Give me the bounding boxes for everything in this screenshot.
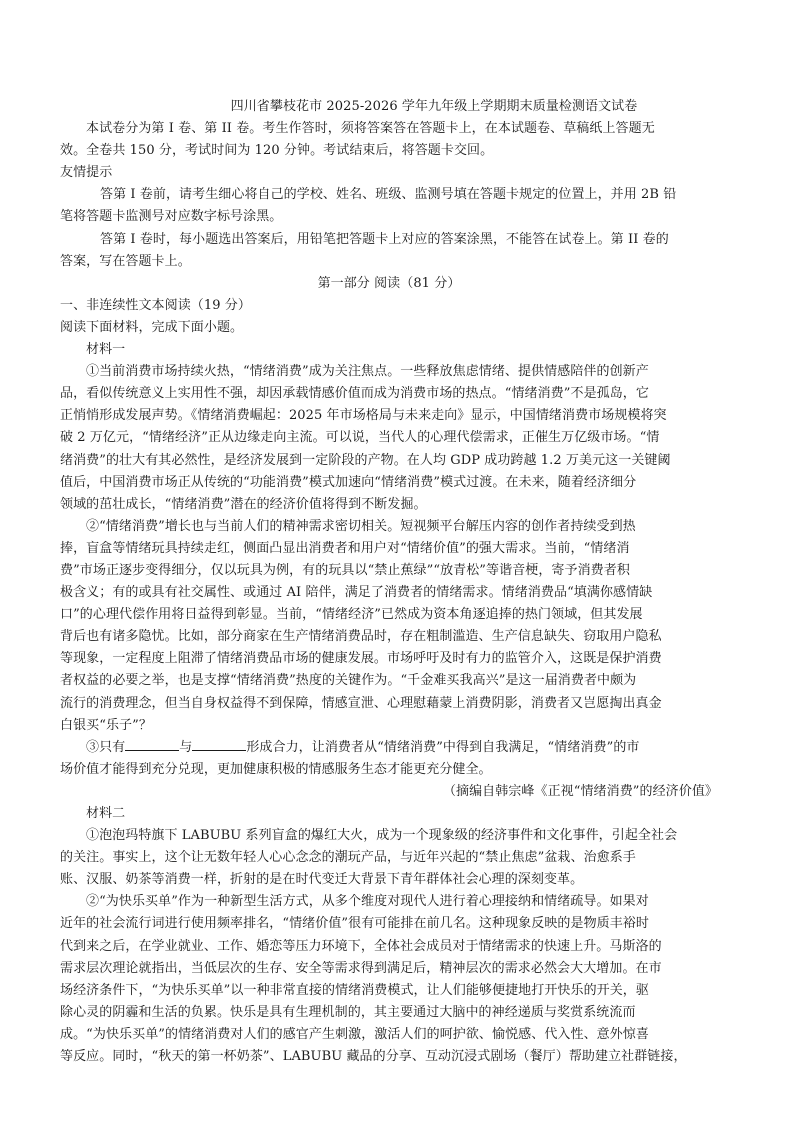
material1-line: 场价值才能得到充分兑现，更加健康积极的情感服务生态才能更充分健全。 xyxy=(60,761,492,777)
tips-line: 答第 I 卷时，每小题选出答案后，用铅笔把答题卡上对应的答案涂黑，不能答在试卷上。第 II 卷的 xyxy=(100,231,669,247)
material2-line: 近年的社会流行词进行使用频率排名，“情绪价值”很有可能排在前几名。这种现象反映的是物质丰裕时 xyxy=(60,916,649,932)
instruction: 阅读下面材料，完成下面小题。 xyxy=(60,319,244,335)
material1-line: 极含义；有的或具有社交属性、或通过 AI 陪伴，满足了消费者的情绪需求。情绪消费品“填满你感情缺 xyxy=(60,585,653,601)
material2-heading: 材料二 xyxy=(86,806,126,821)
material1-line: 捧，盲盒等情绪玩具持续走红，侧面凸显出消费者和用户对“情绪价值”的强大需求。当前，“情绪消 xyxy=(60,540,630,556)
material1-line: 白银买“乐子”？ xyxy=(60,717,152,733)
answer-blank-1[interactable] xyxy=(125,737,179,751)
material2-line: 除心灵的阴霾和生活的负累。快乐是具有生理机制的，其主要通过大脑中的神经递质与奖赏系统流而 xyxy=(60,1004,636,1020)
material1-line: 绪消费”的壮大有其必然性，是经济发展到一定阶段的产物。在人均 GDP 成功跨越 1.2 万美元这一关键阈 xyxy=(60,452,671,468)
material2-line: 成。“为快乐买单”的情绪消费对人们的感官产生刺激，激活人们的呵护欲、愉悦感、代入性、意外惊喜 xyxy=(60,1026,649,1042)
tips-heading: 友情提示 xyxy=(60,165,113,181)
document-title: 四川省攀枝花市 2025-2026 学年九年级上学期期末质量检测语文试卷 xyxy=(230,99,638,114)
tips-line: 笔将答题卡监测号对应数字标号涂黑。 xyxy=(60,209,283,225)
material1-line: 破 2 万亿元，“情绪经济”正从边缘走向主流。可以说，当代人的心理代偿需求，正催生万亿级市场。“情 xyxy=(60,430,660,446)
material2-line: 的关注。事实上，这个让无数年轻人心心念念的潮玩产品，与近年兴起的“禁止焦虑”盆栽、治愈系手 xyxy=(60,850,636,866)
material1-line: 值后，中国消费市场正从传统的“功能消费”模式加速向“情绪消费”模式过渡。在未来，随着经济细分 xyxy=(60,474,637,490)
material1-heading: 材料一 xyxy=(86,342,126,358)
material1-line: 正悄悄形成发展声势。《情绪消费崛起：2025 年市场格局与未来走向》显示，中国情绪消费市场规模将突 xyxy=(60,408,667,424)
material1-source: （摘编自韩宗峰《正视“情绪消费”的经济价值》 xyxy=(442,783,718,799)
fill-blank-text-middle: 与 xyxy=(179,739,193,755)
material1-line: 费”市场正逐步变得细分，仅以玩具为例，有的玩具以“禁止蕉绿”“放青松”等谐音梗，寄予消费者积 xyxy=(60,562,630,578)
tips-line: 答第 I 卷前，请考生细心将自己的学校、姓名、班级、监测号填在答题卡规定的位置上，并用 2B 铅 xyxy=(100,187,677,203)
material1-line: 领域的茁壮成长，“情绪消费”潜在的经济价值将得到不断发掘。 xyxy=(60,496,427,512)
material2-line: ②“为快乐买单”作为一种新型生活方式，从多个维度对现代人进行着心理接纳和情绪疏导。如果对 xyxy=(86,894,649,910)
fill-blank-line xyxy=(60,737,718,759)
material2-line: 等反应。同时，“秋天的第一杯奶茶”、LABUBU 藏品的分享、互动沉浸式剧场（餐厅）帮助建立社群链接， xyxy=(60,1049,687,1065)
material1-line: 者权益的必要之举，也是支撑“情绪消费”热度的关键作为。“千金难买我高兴”是这一届消费者中颇为 xyxy=(60,673,637,689)
exam-page xyxy=(60,96,718,1068)
material1-line: ②“情绪消费”增长也与当前人们的精神需求密切相关。短视频平台解压内容的创作者持续受到热 xyxy=(86,518,636,534)
material2-line: 账、汉服、奶茶等消费一样，折射的是在时代变迁大背景下青年群体社会心理的深刻变革。 xyxy=(60,872,584,888)
material2-line: 需求层次理论就指出，当低层次的生存、安全等需求得到满足后，精神层次的需求必然会大大增加。在市 xyxy=(60,960,662,976)
fill-blank-text-after: 形成合力，让消费者从“情绪消费”中得到自我满足，“情绪消费”的市 xyxy=(246,739,640,755)
part-title: 第一部分 阅读（81 分） xyxy=(317,275,461,291)
material1-line: 等现象，一定程度上阻滞了情绪消费品市场的健康发展。市场呼吁及时有力的监管介入，这既是保护消费 xyxy=(60,651,662,667)
fill-blank-text-before: ③只有 xyxy=(86,739,126,755)
section-title: 一、非连续性文本阅读（19 分） xyxy=(60,297,251,313)
material2-line: 场经济条件下，“为快乐买单”以一种非常直接的情绪消费模式，让人们能够便捷地打开快乐的开关，驱 xyxy=(60,982,649,998)
material1-line: ①当前消费市场持续火热，“情绪消费”成为关注焦点。一些释放焦虑情绪、提供情感陪伴的创新产 xyxy=(86,364,649,380)
answer-blank-2[interactable] xyxy=(192,737,246,751)
intro-line: 本试卷分为第 I 卷、第 II 卷。考生作答时，须将答案答在答题卡上，在本试题卷、草稿纸上答题无 xyxy=(86,121,655,137)
material1-line: 流行的消费理念，但当自身权益得不到保障，情感宣泄、心理慰藉蒙上消费阴影，消费者又岂愿掏出真金 xyxy=(60,695,662,711)
tips-line: 答案，写在答题卡上。 xyxy=(60,253,191,269)
intro-line: 效。全卷共 150 分，考试时间为 120 分钟。考试结束后，将答题卡交回。 xyxy=(60,143,494,159)
material2-line: 代到来之后，在学业就业、工作、婚恋等压力环境下，全体社会成员对于情绪需求的快速上升。马斯洛的 xyxy=(60,938,662,954)
material1-line: 品，看似传统意义上实用性不强，却因承载情感价值而成为消费市场的热点。“情绪消费”不是孤岛，它 xyxy=(60,386,649,402)
material2-line: ①泡泡玛特旗下 LABUBU 系列盲盒的爆红大火，成为一个现象级的经济事件和文化事件，引起全社会 xyxy=(86,828,678,844)
material1-line: 口”的心理代偿作用将日益得到彰显。当前，“情绪经济”已然成为资本角逐追捧的热门领域，但其发展 xyxy=(60,607,643,623)
material1-line: 背后也有诸多隐忧。比如，部分商家在生产情绪消费品时，存在粗制滥造、生产信息缺失、窃取用户隐私 xyxy=(60,629,662,645)
